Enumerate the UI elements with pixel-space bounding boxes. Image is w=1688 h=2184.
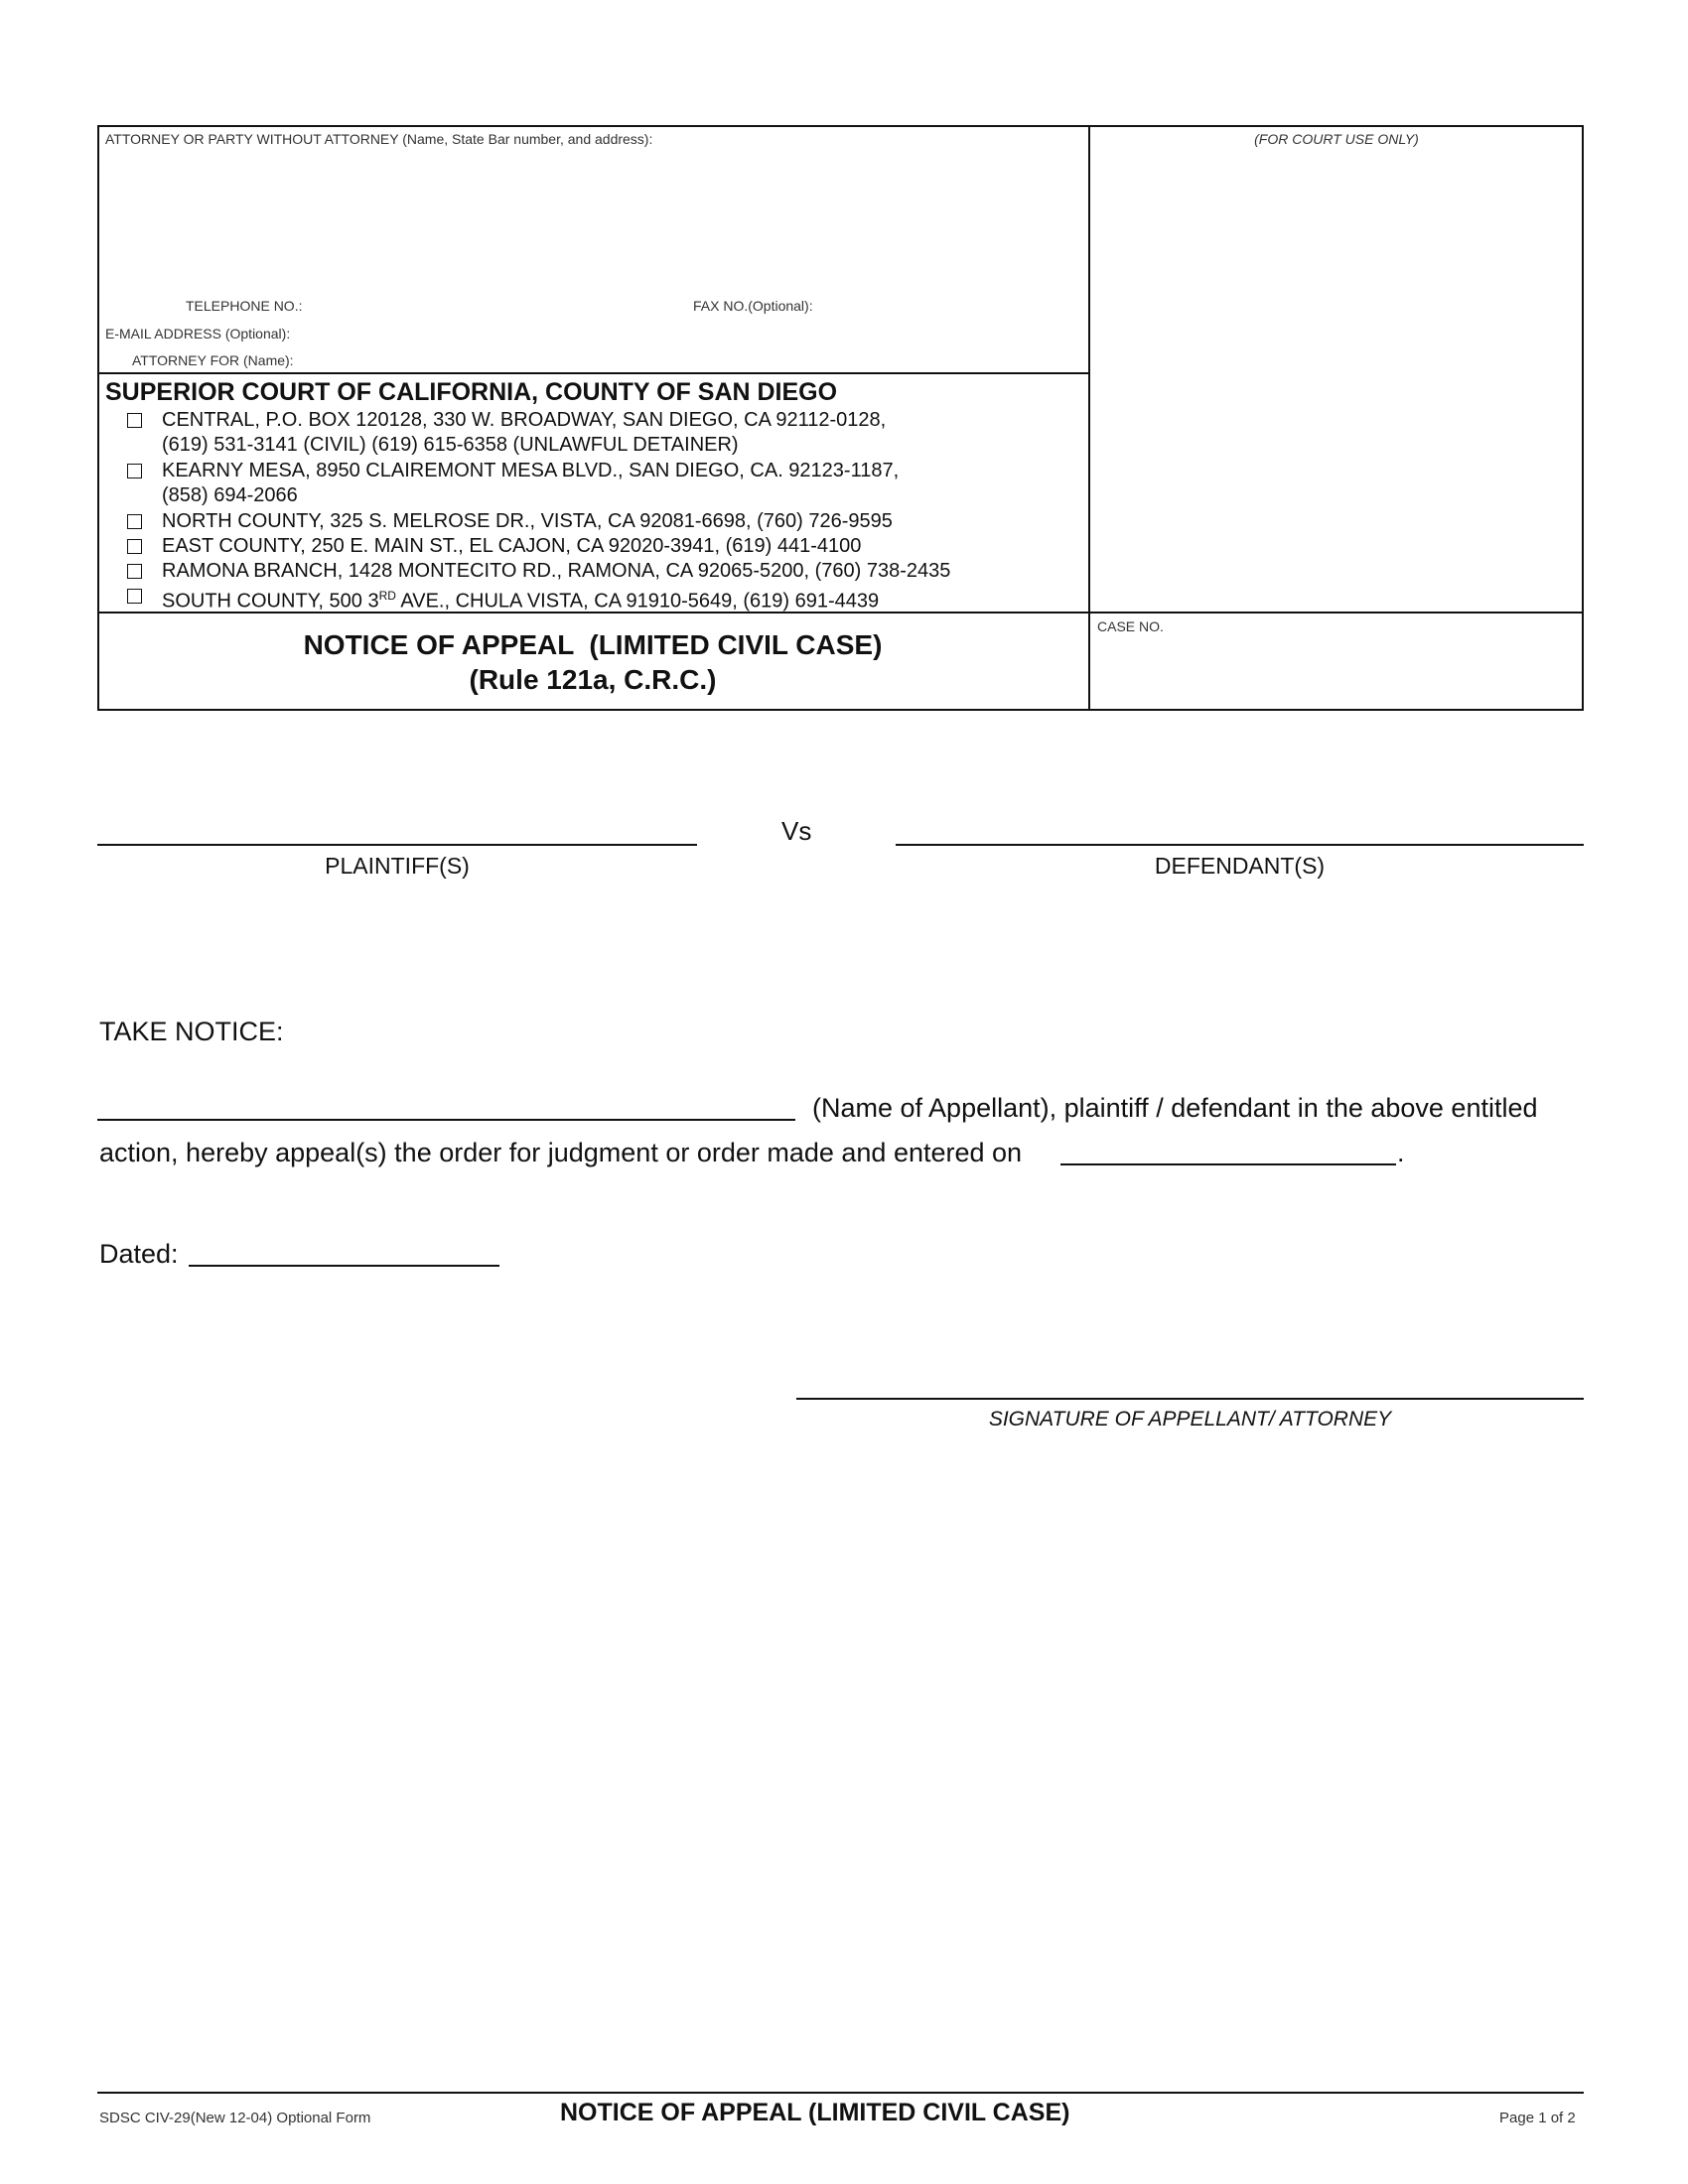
dated-label: Dated: [99,1239,179,1269]
appellant-text: (Name of Appellant), plaintiff / defendant in the above entitled [812,1093,1538,1123]
court-use-field[interactable] [1092,154,1579,606]
location-south-county-line1: SOUTH COUNTY, 500 3RD AVE., CHULA VISTA, CA 91910-5649, (619) 691-4439 [162,589,880,613]
telephone-label: TELEPHONE NO.: [186,298,303,314]
dated-line[interactable] [189,1265,499,1267]
signature-label: SIGNATURE OF APPELLANT/ ATTORNEY [988,1408,1392,1431]
court-use-label: (FOR COURT USE ONLY) [1254,131,1419,147]
form-title [97,627,1088,697]
action-text: action, hereby appeal(s) the order for judgment or order made and entered on [99,1138,1023,1167]
case-no-label: CASE NO. [1097,618,1164,634]
footer-page: Page 1 of 2 [1499,2110,1576,2126]
footer-form-id: SDSC CIV-29(New 12-04) Optional Form [99,2110,371,2126]
take-notice: TAKE NOTICE: [99,1017,284,1046]
form-title-line1: NOTICE OF APPEAL (LIMITED CIVIL CASE) [303,629,883,660]
period: . [1397,1138,1405,1167]
footer-title: NOTICE OF APPEAL (LIMITED CIVIL CASE) [560,2099,1070,2126]
location-kearny-mesa-line2: (858) 694-2066 [162,484,298,506]
form-title-line2: (Rule 121a, C.R.C.) [469,664,717,695]
plaintiff-line[interactable] [97,844,697,846]
attorney-for-label: ATTORNEY FOR (Name): [132,352,294,368]
checkbox-south-county[interactable] [127,589,142,604]
location-kearny-mesa-line1: KEARNY MESA, 8950 CLAIREMONT MESA BLVD., SAN DIEGO, CA. 92123-1187, [162,460,900,481]
defendant-label: DEFENDANT(S) [1154,853,1326,879]
location-north-county-line1: NORTH COUNTY, 325 S. MELROSE DR., VISTA, CA 92081-6698, (760) 726-9595 [162,510,893,532]
checkbox-north-county[interactable] [127,514,142,529]
entered-date-line[interactable] [1060,1163,1396,1165]
defendant-line[interactable] [896,844,1584,846]
email-label: E-MAIL ADDRESS (Optional): [105,326,291,341]
court-name: SUPERIOR COURT OF CALIFORNIA, COUNTY OF SAN DIEGO [105,378,838,406]
attorney-section-divider [97,372,1088,374]
header-vertical-divider [1088,125,1090,711]
location-ramona-line1: RAMONA BRANCH, 1428 MONTECITO RD., RAMONA, CA 92065-5200, (760) 738-2435 [162,560,951,582]
checkbox-east-county[interactable] [127,539,142,554]
footer-rule [97,2092,1584,2094]
checkbox-kearny-mesa[interactable] [127,464,142,478]
checkbox-ramona[interactable] [127,564,142,579]
location-east-county-line1: EAST COUNTY, 250 E. MAIN ST., EL CAJON, CA 92020-3941, (619) 441-4100 [162,535,862,557]
fax-label: FAX NO.(Optional): [693,298,813,314]
signature-line[interactable] [796,1398,1584,1400]
attorney-label: ATTORNEY OR PARTY WITHOUT ATTORNEY (Name, State Bar number, and address): [105,131,653,147]
appellant-name-line[interactable] [97,1119,795,1121]
vs-label: Vs [781,816,812,846]
location-central-line1: CENTRAL, P.O. BOX 120128, 330 W. BROADWAY, SAN DIEGO, CA 92112-0128, [162,409,887,431]
case-no-field[interactable] [1092,640,1579,706]
location-central-line2: (619) 531-3141 (CIVIL) (619) 615-6358 (UNLAWFUL DETAINER) [162,434,739,456]
plaintiff-label: PLAINTIFF(S) [325,853,470,879]
checkbox-central[interactable] [127,413,142,428]
